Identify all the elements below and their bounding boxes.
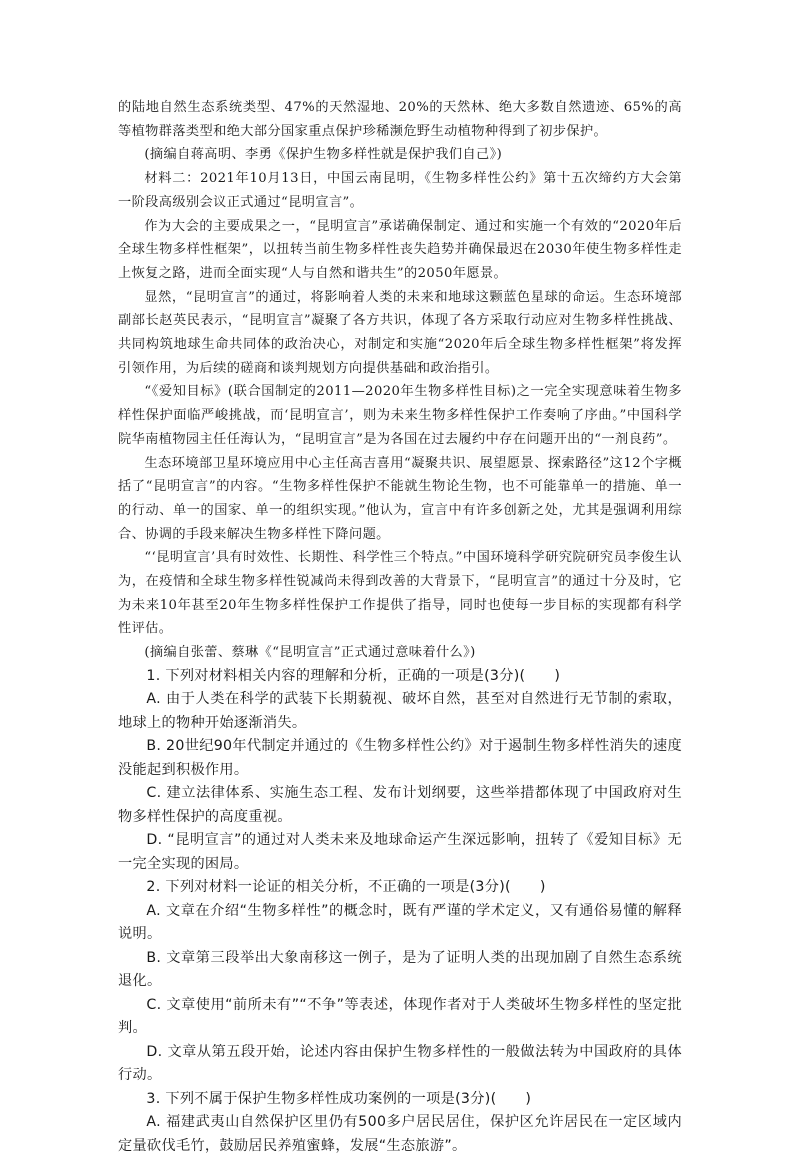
material-paragraph: 的陆地自然生态系统类型、47%的天然湿地、20%的天然林、绝大多数自然遗迹、65%的高等植物群落类型和绝大部分国家重点保护珍稀濒危野生动植物种得到了初步保护。	[118, 100, 682, 139]
answer-option: A. 文章在介绍“生物多样性”的概念时，既有严谨的学术定义，又有通俗易懂的解释说明。	[118, 902, 682, 943]
material-paragraph: 作为大会的主要成果之一，“昆明宣言”承诺确保制定、通过和实施一个有效的“2020年后全球生物多样性框架”，以扭转当前生物多样性丧失趋势并确保最迟在2030年使生物多样性走上恢复之路，进而全面实现“人与自然和谐共生”的2050年愿景。	[118, 218, 682, 281]
material-paragraph: 生态环境部卫星环境应用中心主任高吉喜用“凝聚共识、展望愿景、探索路径”这12个字概括了“昆明宣言”的内容。“生物多样性保护不能就生物论生物，也不可能靠单一的措施、单一的行动、单一的国家、单一的组织实现。”他认为，宣言中有许多创新之处，尤其是强调利用综合、协调的手段来解决生物多样性下降问题。	[118, 455, 682, 542]
answer-option: B. 20世纪90年代制定并通过的《生物多样性公约》对于遏制生物多样性消失的速度没能起到积极作用。	[118, 738, 682, 778]
answer-option: B. 文章第三段举出大象南移这一例子，是为了证明人类的出现加剧了自然生态系统退化。	[118, 949, 682, 990]
question-stem: 3. 下列不属于保护生物多样性成功案例的一项是(3分)( )	[146, 1090, 532, 1107]
material-two-intro: 材料二：2021年10月13日，中国云南昆明，《生物多样性公约》第十五次缔约方大会第一阶段高级别会议正式通过“昆明宣言”。	[118, 171, 682, 210]
material-paragraph: 显然，“昆明宣言”的通过，将影响着人类的未来和地球这颗蓝色星球的命运。生态环境部副部长赵英民表示，“昆明宣言”凝聚了各方共识，体现了各方采取行动应对生物多样性挑战、共同构筑地球生命共同体的政治决心，对制定和实施“2020年后全球生物多样性框架”将发挥引领作用，为后续的磋商和谈判规划方向提供基础和政治指引。	[118, 289, 682, 376]
question-stem: 2. 下列对材料一论证的相关分析，不正确的一项是(3分)( )	[146, 879, 546, 896]
source-citation: (摘编自蒋高明、李勇《保护生物多样性就是保护我们自己》)	[144, 147, 503, 163]
question-stem: 1. 下列对材料相关内容的理解和分析，正确的一项是(3分)( )	[146, 667, 561, 684]
answer-option: C. 建立法律体系、实施生态工程、发布计划纲要，这些举措都体现了中国政府对生物多样性保护的高度重视。	[118, 785, 682, 825]
answer-option: A. 福建武夷山自然保护区里仍有500多户居民居住，保护区允许居民在一定区域内定量砍伐毛竹，鼓励居民养殖蜜蜂，发展“生态旅游”。	[118, 1114, 682, 1154]
answer-option: D. 文章从第五段开始，论述内容由保护生物多样性的一般做法转为中国政府的具体行动。	[118, 1043, 682, 1084]
answer-option: A. 由于人类在科学的武装下长期藐视、破坏自然，甚至对自然进行无节制的索取，地球上的物种开始逐渐消失。	[118, 691, 682, 731]
source-citation: (摘编自张蕾、蔡琳《“昆明宣言”正式通过意味着什么》)	[144, 645, 476, 661]
answer-option: D. “昆明宣言”的通过对人类未来及地球命运产生深远影响，扭转了《爱知目标》无一完全实现的困局。	[118, 832, 682, 872]
material-paragraph: “‘昆明宣言’具有时效性、长期性、科学性三个特点。”中国环境科学研究院研究员李俊生认为，在疫情和全球生物多样性锐减尚未得到改善的大背景下，“昆明宣言”的通过十分及时，它为未来10年甚至20年生物多样性保护工作提供了指导，同时也使每一步目标的实现都有科学性评估。	[118, 550, 682, 637]
material-paragraph: “《爱知目标》(联合国制定的2011—2020年生物多样性目标)之一完全实现意味着生物多样性保护面临严峻挑战，而‘昆明宣言’，则为未来生物多样性保护工作奏响了序曲。”中国科学院华南植物园主任任海认为，“昆明宣言”是为各国在过去履约中存在问题开出的“一剂良药”。	[118, 384, 682, 447]
answer-option: C. 文章使用“前所未有”“不争”等表述，体现作者对于人类破坏生物多样性的坚定批判。	[118, 996, 682, 1037]
